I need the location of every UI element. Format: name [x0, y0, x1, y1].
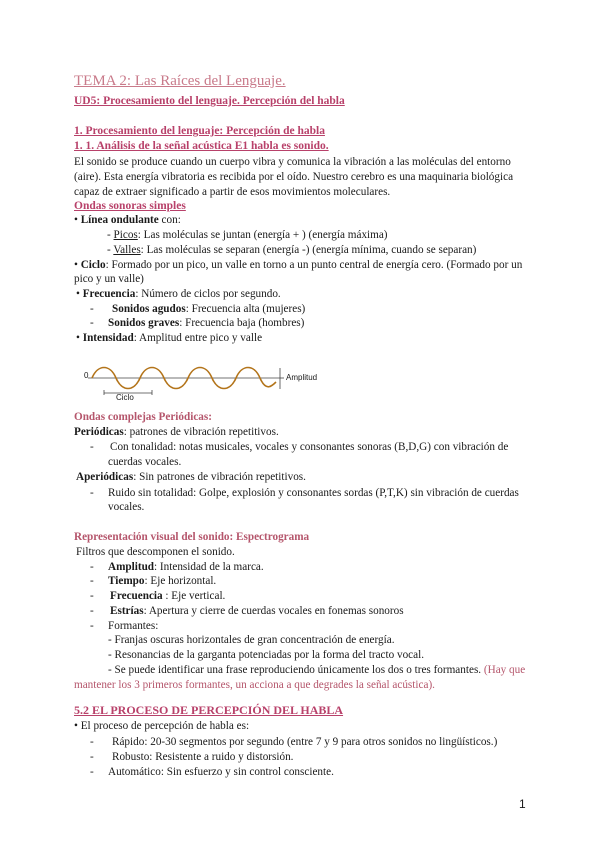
section-5-2-intro: • El proceso de percepción de habla es: [74, 720, 250, 732]
bullet-intensidad [76, 331, 262, 345]
term: Periódicas [74, 426, 124, 438]
formantes-note-cont: mantener los 3 primeros formantes, un acciona a que degrades la señal acústica). [74, 679, 435, 691]
sine-wave-graphic [76, 362, 336, 402]
text: : Frecuencia alta (mujeres) [185, 303, 306, 315]
periodicas-line [74, 425, 279, 439]
text: : Sin patrones de vibración repetitivos. [133, 471, 306, 483]
zero-label: 0 [84, 371, 89, 380]
text: : patrones de vibración repetitivos. [123, 426, 279, 438]
bullet-ciclo-cont: pico y un valle) [74, 273, 144, 285]
aperiodicas-line [76, 470, 306, 484]
list-item-cont: cuerdas vocales. [108, 456, 182, 468]
text: - Se puede identificar una frase reproduciendo únicamente los dos o tres formantes. [108, 664, 482, 676]
text: : Intensidad de la marca. [154, 561, 264, 573]
sub-item-graves [108, 316, 304, 330]
section-1-heading: 1. Procesamiento del lenguaje: Percepción de habla [74, 125, 325, 137]
bullet-ciclo [74, 258, 522, 272]
paragraph-line: (aire). Esta energía vibratoria es recibida por el oído. Nuestro cerebro es una maquinaria biológica [74, 171, 514, 183]
text: : Eje horizontal. [144, 575, 217, 587]
dash: - [90, 303, 94, 315]
complex-waves-heading: Ondas complejas Periódicas: [74, 411, 212, 423]
bullet: • [76, 332, 83, 344]
term: Amplitud [108, 561, 155, 573]
text: : Amplitud entre pico y valle [133, 332, 263, 344]
spectro-item-estrias [110, 604, 404, 618]
term: Tiempo [108, 575, 145, 587]
dash: - [90, 751, 94, 763]
dash: - [90, 575, 94, 587]
term: Sonidos graves [108, 317, 180, 329]
term: Frecuencia [110, 590, 163, 602]
text: : Apertura y cierre de cuerdas vocales en fonemas sonoros [143, 605, 404, 617]
text: : Las moléculas se juntan (energía + ) (energía máxima) [137, 229, 388, 241]
text: : Formado por un pico, un valle en torno a un punto central de energía cero. (Formado por un [105, 259, 523, 271]
sub-item-agudos [112, 302, 305, 316]
dash: - [90, 441, 94, 453]
term: Estrías [110, 605, 144, 617]
spectro-item-formantes: Formantes: [108, 620, 159, 632]
sub-item-valles [107, 243, 476, 257]
text: : Eje vertical. [162, 590, 226, 602]
term: Frecuencia [82, 288, 136, 300]
section-1-1-heading: 1. 1. Análisis de la señal acústica E1 habla es sonido. [74, 140, 329, 152]
dash: - [107, 244, 114, 256]
paragraph-line: El sonido se produce cuando un cuerpo vibra y comunica la vibración a las moléculas del entorno [74, 156, 511, 168]
dash: - [107, 229, 114, 241]
bullet: • [74, 259, 81, 271]
dash: - [90, 487, 94, 499]
bullet: • [74, 214, 81, 226]
text: : Número de ciclos por segundo. [135, 288, 281, 300]
dash: - [90, 561, 94, 573]
dash: - [90, 590, 94, 602]
term: Intensidad [82, 332, 134, 344]
text: con: [158, 214, 181, 226]
spectro-item-tiempo [108, 574, 216, 588]
dash: - [90, 620, 94, 632]
term: Línea ondulante [80, 214, 159, 226]
term: Aperiódicas [76, 471, 134, 483]
term: Picos [113, 229, 138, 241]
dash: - [90, 317, 94, 329]
dash: - [90, 766, 94, 778]
text: : Las moléculas se separan (energía -) (energía mínima, cuando se separan) [140, 244, 477, 256]
spectrogram-intro: Filtros que descomponen el sonido. [76, 546, 235, 558]
page-number: 1 [519, 797, 526, 811]
spectro-item-amplitud [108, 560, 264, 574]
bullet: • [76, 288, 83, 300]
paragraph-line: capaz de extraer significado a partir de esos movimientos moleculares. [74, 186, 391, 198]
formantes-line: - Franjas oscuras horizontales de gran concentración de energía. [108, 634, 395, 646]
list-item: Con tonalidad: notas musicales, vocales y consonantes sonoras (B,D,G) con vibración de [110, 441, 509, 453]
sine-wave-figure [76, 362, 336, 402]
unit-heading: UD5: Procesamiento del lenguaje. Percepción del habla [74, 95, 345, 107]
section-5-2-heading: 5.2 EL PROCESO DE PERCEPCIÓN DEL HABLA [74, 703, 344, 717]
list-item-cont: vocales. [108, 501, 145, 513]
list-item: Rápido: 20-30 segmentos por segundo (entre 7 y 9 para otros sonidos no lingüísticos.) [112, 736, 498, 748]
note: (Hay que [481, 664, 526, 676]
list-item: Ruido sin totalidad: Golpe, explosión y consonantes sordas (P,T,K) sin vibración de cuerdas [108, 487, 519, 499]
list-item: Robusto: Resistente a ruido y distorsión. [112, 751, 294, 763]
spectro-item-frecuencia [110, 589, 225, 603]
page-title: TEMA 2: Las Raíces del Lenguaje. [74, 73, 286, 89]
term: Ciclo [80, 259, 106, 271]
bullet-ondulante [74, 213, 181, 227]
formantes-line: - Resonancias de la garganta potenciadas por la forma del tracto vocal. [108, 649, 425, 661]
dash: - [90, 605, 94, 617]
sub-item-picos [107, 228, 388, 242]
dash: - [90, 736, 94, 748]
list-item: Automático: Sin esfuerzo y sin control consciente. [108, 766, 334, 778]
term: Sonidos agudos [112, 303, 186, 315]
simple-waves-heading: Ondas sonoras simples [74, 200, 186, 212]
cycle-label: Ciclo [116, 393, 134, 402]
formantes-line [108, 663, 525, 677]
bullet-frecuencia [76, 287, 281, 301]
amplitude-label: Amplitud [286, 373, 318, 382]
spectrogram-heading: Representación visual del sonido: Espectrograma [74, 531, 310, 543]
text: : Frecuencia baja (hombres) [179, 317, 305, 329]
term: Valles [113, 244, 141, 256]
